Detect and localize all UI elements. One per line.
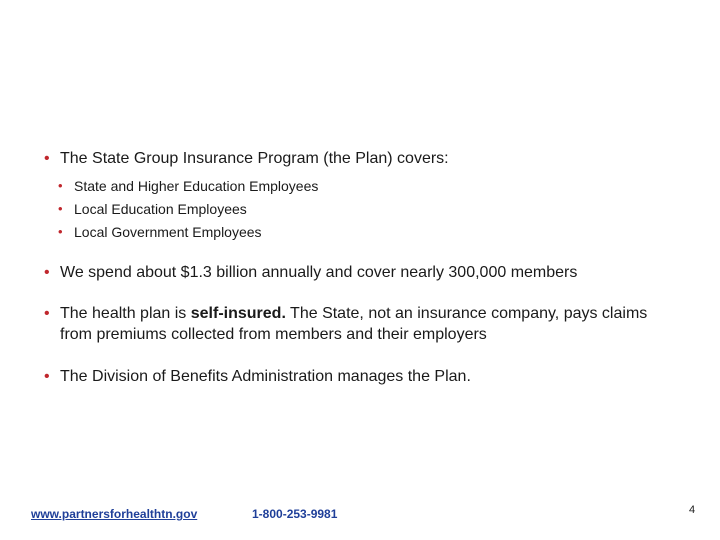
bullet-icon: • [44, 368, 50, 385]
coverage-sublist [58, 176, 318, 245]
sub-item [58, 176, 318, 199]
bullet-self-insured-text [60, 303, 660, 345]
sub-item-text: Local Education Employees [74, 201, 247, 217]
bullet-icon: • [44, 264, 50, 281]
page-number: 4 [689, 504, 696, 516]
sub-bullet-icon: • [58, 201, 63, 216]
sub-bullet-icon: • [58, 178, 63, 193]
sub-item [58, 222, 318, 245]
website-link[interactable]: www.partnersforhealthtn.gov [31, 507, 198, 521]
bullet-division [44, 366, 700, 387]
bullet-coverage-text: The State Group Insurance Program (the Plan) covers: [60, 150, 449, 167]
sub-bullet-icon: • [58, 224, 63, 239]
bullet-spending [44, 262, 700, 283]
phone-number: 1-800-253-9981 [252, 507, 338, 521]
sub-item-text: Local Government Employees [74, 224, 262, 240]
bullet-coverage [44, 148, 700, 169]
bullet-icon: • [44, 305, 50, 322]
self-insured-prefix: The health plan is [60, 305, 191, 322]
sub-item-text: State and Higher Education Employees [74, 178, 319, 194]
bullet-self-insured [44, 303, 660, 345]
bullet-spending-text: We spend about $1.3 billion annually and cover nearly 300,000 members [60, 264, 578, 281]
bullet-division-text: The Division of Benefits Administration manages the Plan. [60, 368, 471, 385]
bullet-icon: • [44, 150, 50, 167]
self-insured-bold: self-insured. [190, 305, 286, 322]
sub-item [58, 199, 318, 222]
self-insured-suffix: The State, not an insurance company, pays claims from premiums collected from members and their employers [60, 305, 648, 343]
